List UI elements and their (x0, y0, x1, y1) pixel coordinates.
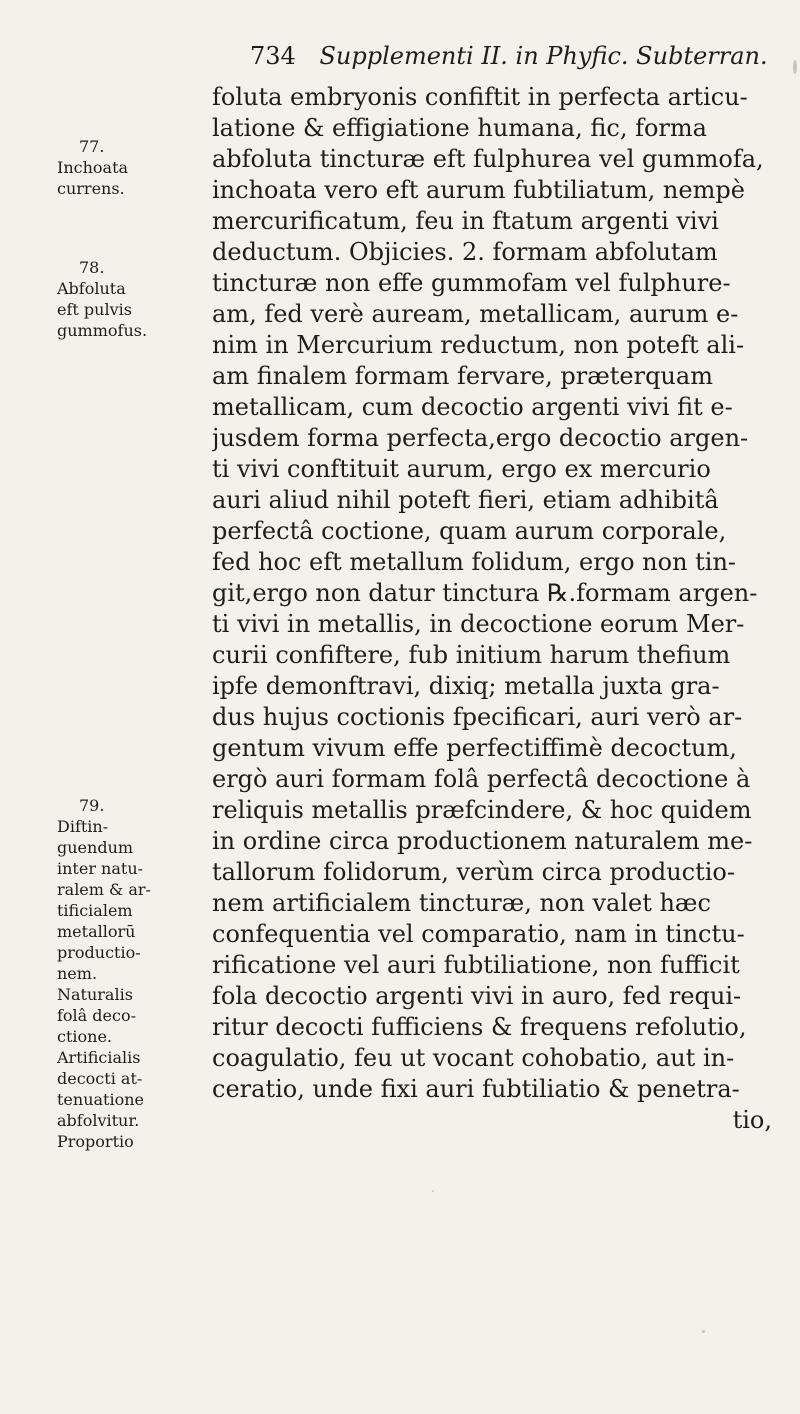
page-header (250, 42, 768, 82)
text-line: ipfe demonftravi, dixiq; metalla juxta gra- (212, 672, 720, 700)
text-line: perfectâ coctione, quam aurum corporale, (212, 517, 727, 545)
margin-note-line: abfolvitur. (57, 1111, 140, 1130)
margin-note-line: currens. (57, 179, 125, 198)
text-line: mercurificatum, feu in ftatum argenti vivi (212, 207, 719, 235)
margin-note-line: Abfoluta (57, 279, 126, 298)
text-line: tallorum folidorum, verùm circa productio- (212, 858, 735, 886)
text-line: inchoata vero eft aurum fubtiliatum, nempè (212, 176, 745, 204)
margin-note (57, 257, 207, 341)
text-line: in ordine circa productionem naturalem me- (212, 827, 753, 855)
text-line: ceratio, unde fixi auri fubtiliatio & penetra- (212, 1075, 740, 1103)
text-line: foluta embryonis confiftit in perfecta articu- (212, 83, 748, 111)
text-line: curii confiftere, fub initium harum thefium (212, 641, 731, 669)
margin-note-line: Proportio (57, 1132, 134, 1151)
text-line: latione & effigiatione humana, fic, forma (212, 114, 707, 142)
margin-note (57, 795, 207, 1152)
text-line: abfoluta tincturæ eft fulphurea vel gummofa, (212, 145, 764, 173)
text-line: metallicam, cum decoctio argenti vivi fit e- (212, 393, 733, 421)
paper-blemish (702, 1330, 705, 1333)
text-line: dus hujus coctionis fpecificari, auri verò ar- (212, 703, 743, 731)
margin-note-line: eft pulvis (57, 300, 132, 319)
text-line: am, fed verè auream, metallicam, aurum e- (212, 300, 739, 328)
margin-note-line: metallorū (57, 922, 136, 941)
margin-note-line: ralem & ar- (57, 880, 151, 899)
margin-note-line: productio- (57, 943, 141, 962)
paper-blemish (793, 60, 797, 74)
text-line: git,ergo non datur tinctura ℞.formam argen- (212, 579, 758, 607)
text-line: gentum vivum effe perfectiffimè decoctum, (212, 734, 737, 762)
catchword: tio, (732, 1106, 772, 1134)
text-line: ti vivi in metallis, in decoctione eorum Mer- (212, 610, 745, 638)
margin-note-number: 78. (79, 258, 105, 277)
margin-note-line: guendum (57, 838, 134, 857)
text-line: ti vivi conftituit aurum, ergo ex mercurio (212, 455, 711, 483)
text-line: ergò auri formam folâ perfectâ decoctione à (212, 765, 751, 793)
margin-note-line: folâ deco- (57, 1006, 137, 1025)
body-text (212, 82, 772, 1136)
margin-note-line: tificialem (57, 901, 133, 920)
text-line: am finalem formam fervare, præterquam (212, 362, 713, 390)
margin-note-line: Naturalis (57, 985, 133, 1004)
text-line: fola decoctio argenti vivi in auro, fed requi- (212, 982, 742, 1010)
margin-note-line: tenuatione (57, 1090, 144, 1109)
text-line: jusdem forma perfecta,ergo decoctio argen- (212, 424, 749, 452)
margin-note-line: Artificialis (57, 1048, 141, 1067)
text-line: ritur decocti fufficiens & frequens refolutio, (212, 1013, 747, 1041)
text-line: nim in Mercurium reductum, non poteft ali- (212, 331, 745, 359)
text-line: fed hoc eft metallum folidum, ergo non tin- (212, 548, 737, 576)
margin-note-line: ctione. (57, 1027, 112, 1046)
margin-note-line: inter natu- (57, 859, 144, 878)
text-line: coagulatio, feu ut vocant cohobatio, aut in- (212, 1044, 735, 1072)
margin-note-number: 79. (79, 796, 105, 815)
margin-note-line: nem. (57, 964, 98, 983)
margin-note-line: Inchoata (57, 158, 129, 177)
margin-note-line: gummofus. (57, 321, 148, 340)
running-title: Supplementi II. in Phyfic. Subterran. (319, 42, 768, 70)
text-line: tincturæ non effe gummofam vel fulphure- (212, 269, 731, 297)
text-line: rificatione vel auri fubtiliatione, non fufficit (212, 951, 740, 979)
text-line: nem artificialem tincturæ, non valet hæc (212, 889, 711, 917)
catchword-line (212, 1105, 772, 1136)
margin-note (57, 136, 207, 199)
margin-note-line: decocti at- (57, 1069, 143, 1088)
margin-note-number: 77. (79, 137, 105, 156)
paper-blemish (432, 1190, 434, 1192)
text-line: auri aliud nihil poteft fieri, etiam adhibitâ (212, 486, 719, 514)
text-line: confequentia vel comparatio, nam in tinctu- (212, 920, 745, 948)
text-line: reliquis metallis præfcindere, & hoc quidem (212, 796, 752, 824)
text-line: deductum. Objicies. 2. formam abfolutam (212, 238, 718, 266)
page-number: 734 (250, 42, 296, 70)
margin-note-line: Diftin- (57, 817, 109, 836)
